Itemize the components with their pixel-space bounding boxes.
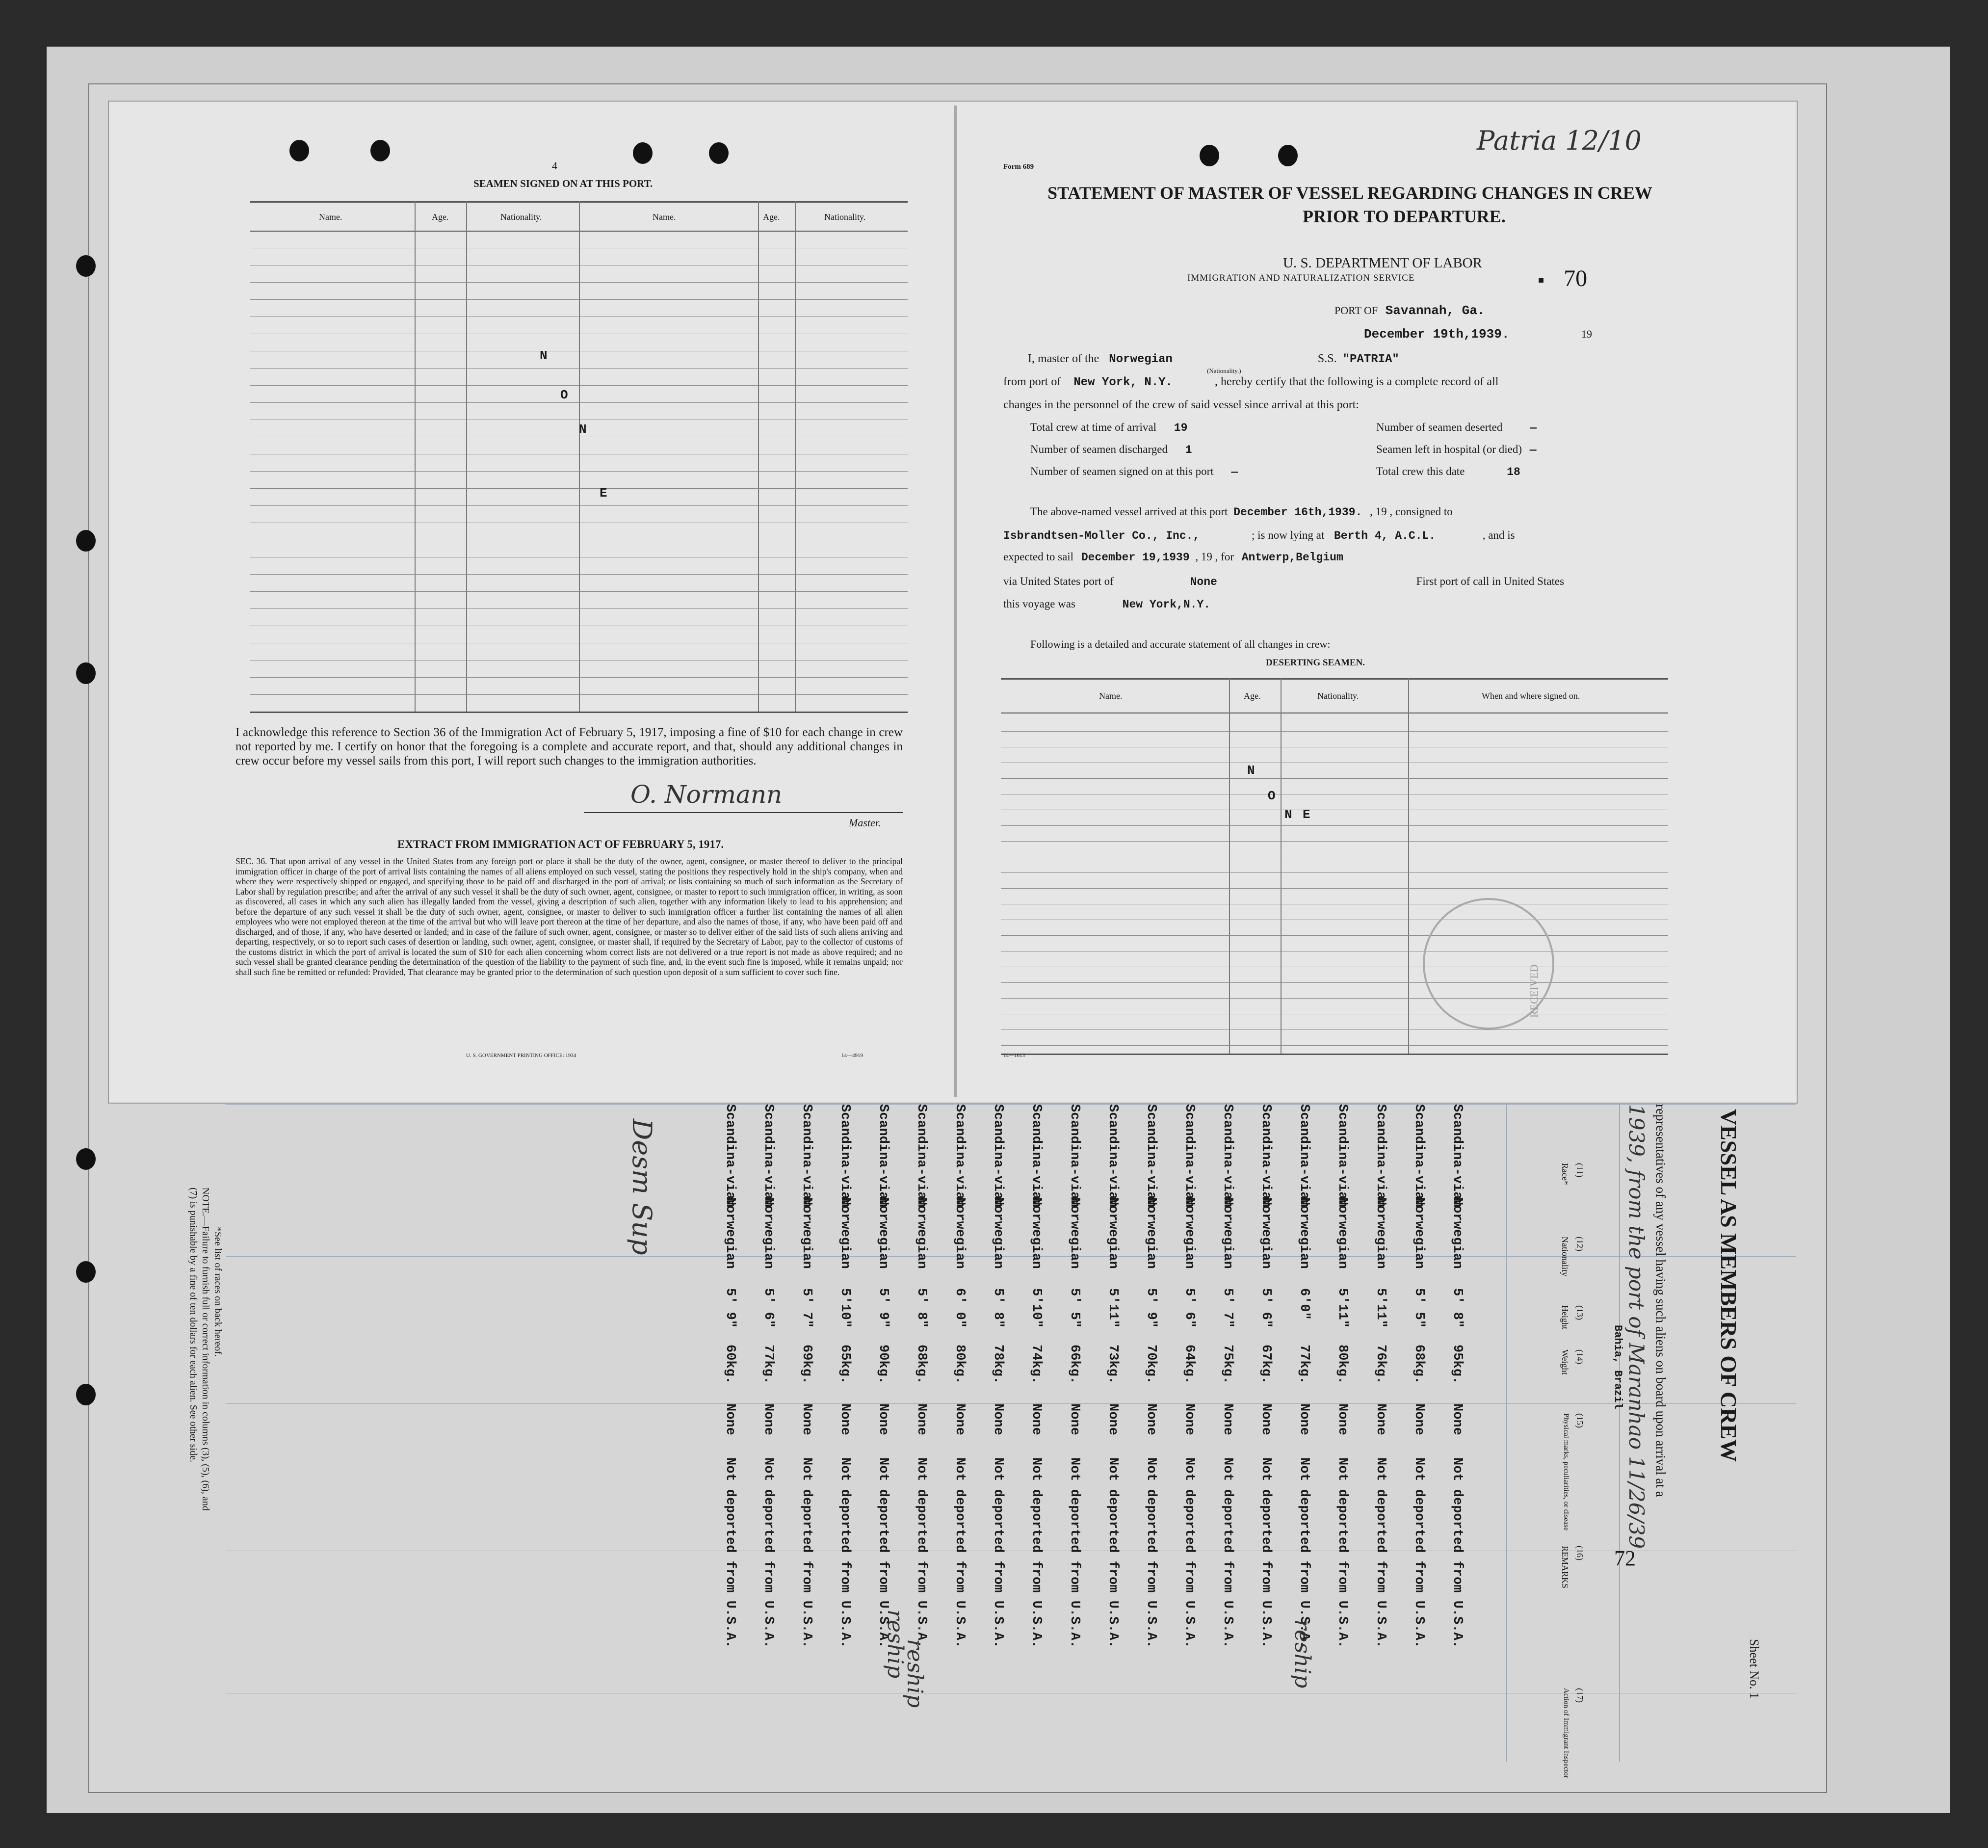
corner-handwriting: Patria 12/10 <box>1477 125 1642 156</box>
table-rule <box>1001 872 1668 873</box>
changes-text: changes in the personnel of the crew of said vessel since arrival at this port: <box>1003 398 1360 411</box>
manifest-race: Scandina-vian <box>761 1104 776 1208</box>
footnote-3: (7) is punishable by a fine of ten dollars for each alien. See other side. <box>188 1188 199 1462</box>
manifest-nationality: Norwegian <box>1335 1197 1350 1269</box>
col-age: Age. <box>432 212 449 222</box>
manifest-from-port: Bahia, Brazil <box>1612 1325 1624 1409</box>
consignee-line: Isbrandtsen-Moller Co., Inc., ; is now lying at Berth 4, A.C.L. , and is <box>1003 529 1515 542</box>
manifest-nationality: Norwegian <box>1412 1197 1426 1269</box>
manifest-height: 6'0" <box>1297 1288 1311 1320</box>
table-rule <box>250 368 908 369</box>
binder-hole <box>76 1384 96 1405</box>
col-nationality: Nationality. <box>1317 691 1359 701</box>
manifest-height: 5'11" <box>1373 1288 1388 1328</box>
manifest-height: 5' 8" <box>914 1288 929 1328</box>
manifest-nationality: Norwegian <box>1067 1197 1082 1269</box>
extract-text: SEC. 36. That upon arrival of any vessel in the United States from any foreign port or place it shall be the duty of the owner, agent, consignee, or master thereof to deliver to the principal immigration officer in charge of the port of arrival lists containing the names of all aliens employed on such vessel, stating the positions they respectively hold in the ship's company, when and where they were respectively shipped or engaged, and specifying those to be paid off and discharged in the port of arrival; or lists containing so much of such information as the Secretary of Labor shall by regulation prescribe; and after the arrival of any such vessel it shall be the duty of such owner, agent, consignee, or master to report to such immigration officer, in writing, as soon as discovered, all cases in which any such alien has illegally landed from the vessel, giving a description of such alien, together with any information likely to lead to his apprehension; and before the departure of any such vessel it shall be the duty of such owner, agent, consignee, or master to deliver to such immigration officer a further list containing the names of all alien employees who were not employed thereon at the time of the arrival but who will leave port thereon at the time of her departure, and also the names of those, if any, who have been paid off and discharged, and of those, if any, who have deserted or landed; and in case of the failure of such owner, agent, consignee, or master so to deliver either of the said lists of such aliens arriving and departing, respectively, or so to report such cases of desertion or landing, such owner, agent, consignee, or master shall, if required by the Secretary of Labor, pay to the collector of customs of the customs district in which the port of arrival is located the sum of $10 for each alien concerning whom correct lists are not delivered or a true report is not made as above required; and no such vessel shall be granted clearance pending the determination of the question of the liability to the payment of such fine, and, in the event such fine is imposed, while it remains unpaid; nor shall such fine be remitted or refunded: Provided, That clearance may be granted prior to the determination of such question upon deposit of a sum sufficient to cover such fine. <box>235 856 903 977</box>
table-rule <box>1001 888 1668 889</box>
binder-hole <box>76 255 96 277</box>
manifest-race: Scandina-vian <box>1297 1104 1311 1208</box>
col-num-16: (16) <box>1575 1546 1585 1560</box>
footnote-2: NOTE.—Failure to furnish full or correct information in columns (3), (5), (6), and <box>200 1188 211 1511</box>
manifest-marks: None <box>1029 1403 1044 1435</box>
manifest-remarks: Not deported from U.S.A. <box>991 1457 1005 1648</box>
manifest-remarks: Not deported from U.S.A. <box>723 1457 737 1648</box>
manifest-marks: None <box>1105 1403 1120 1435</box>
manifest-remarks: Not deported from U.S.A. <box>1373 1457 1388 1648</box>
consignee-value: Isbrandtsen-Moller Co., Inc., <box>1003 529 1200 542</box>
manifest-nationality: Norwegian <box>1182 1197 1197 1269</box>
table-rule <box>250 608 908 609</box>
voyage-value: New York,N.Y. <box>1122 598 1211 611</box>
punch-hole <box>370 140 390 161</box>
signature-line <box>584 812 903 813</box>
table-rule <box>250 677 908 678</box>
following-text: Following is a detailed and accurate statement of all changes in crew: <box>1030 638 1331 650</box>
table-rule <box>250 488 908 489</box>
manifest-remarks: Not deported from U.S.A. <box>761 1457 776 1648</box>
via-line: via United States port of None First port of call in United States <box>1003 575 1565 588</box>
manifest-height: 5' 9" <box>876 1288 890 1328</box>
col-num-17: (17) <box>1575 1688 1585 1703</box>
manifest-weight: 77kg. <box>1297 1345 1311 1385</box>
manifest-weight: 80kg. <box>952 1345 967 1385</box>
punch-hole <box>633 142 653 164</box>
manifest-weight: 75kg. <box>1220 1345 1235 1385</box>
manifest-weight: 78kg. <box>991 1345 1005 1385</box>
stamp-number: ■ 70 <box>1538 265 1588 291</box>
col-num-11: (11) <box>1575 1163 1585 1178</box>
ship-name: "PATRIA" <box>1342 353 1399 366</box>
table-rule <box>250 574 908 575</box>
seamen-discharged: Number of seamen discharged 1 <box>1030 443 1192 456</box>
col-name: Name. <box>1099 691 1123 701</box>
manifest-height: 5' 5" <box>1067 1288 1082 1328</box>
table-rule <box>250 402 908 403</box>
form-code-left: 14—4919 <box>841 1053 863 1058</box>
none-letter: E <box>600 486 607 501</box>
manifest-marks: None <box>991 1403 1005 1435</box>
col-age: Age. <box>1244 691 1261 701</box>
manifest-nationality: Norwegian <box>837 1197 852 1269</box>
port-line: PORT OF Savannah, Ga. <box>1334 303 1485 318</box>
manifest-marks: None <box>761 1403 776 1435</box>
col-nationality-2: Nationality. <box>824 212 866 222</box>
received-stamp: RECEIVED <box>1423 898 1554 1030</box>
form-fold <box>954 106 957 1097</box>
manifest-nationality: Norwegian <box>1373 1197 1388 1269</box>
manifest-nationality: Norwegian <box>1220 1197 1235 1269</box>
none-letter: N <box>1247 763 1255 778</box>
from-port-line: from port of New York, N.Y. , hereby certify that the following is a complete record of all <box>1003 375 1499 389</box>
manifest-weight: 70kg. <box>1144 1345 1158 1385</box>
table-rule <box>1001 778 1668 779</box>
table-rule <box>1001 1045 1668 1046</box>
table-rule <box>1001 998 1668 999</box>
extract-title: EXTRACT FROM IMMIGRATION ACT OF FEBRUARY 5, 1917. <box>397 838 724 850</box>
manifest-remarks: Not deported from U.S.A. <box>1297 1457 1311 1648</box>
hand-note-bottom: Desm Sup <box>627 1119 657 1255</box>
manifest-height: 5'10" <box>837 1288 852 1328</box>
manifest-race: Scandina-vian <box>1258 1104 1273 1208</box>
col-label-race: Race* <box>1560 1163 1570 1185</box>
col-label-remarks: REMARKS <box>1560 1546 1570 1589</box>
table-rule <box>250 299 908 300</box>
manifest-marks: None <box>1144 1403 1158 1435</box>
manifest-height: 5' 9" <box>1144 1288 1158 1328</box>
manifest-weight: 74kg. <box>1029 1345 1044 1385</box>
manifest-weight: 68kg. <box>1412 1345 1426 1385</box>
col-nationality: Nationality. <box>500 212 542 222</box>
table-rule <box>1001 935 1668 936</box>
reship-note: reship <box>902 1639 927 1708</box>
manifest-weight: 77kg. <box>761 1345 776 1385</box>
manifest-height: 5' 7" <box>1220 1288 1235 1328</box>
manifest-marks: None <box>876 1403 890 1435</box>
none-letter: E <box>1303 807 1310 822</box>
manifest-remarks: Not deported from U.S.A. <box>1450 1457 1465 1648</box>
col-num-12: (12) <box>1575 1237 1585 1251</box>
punch-hole <box>1278 145 1298 166</box>
manifest-weight: 90kg. <box>876 1345 890 1385</box>
voyage-line: this voyage was New York,N.Y. <box>1003 598 1211 611</box>
manifest-height: 5'10" <box>1029 1288 1044 1328</box>
manifest-nationality: Norwegian <box>1105 1197 1120 1269</box>
manifest-remarks: Not deported from U.S.A. <box>952 1457 967 1648</box>
seamen-signed-on: Number of seamen signed on at this port — <box>1030 465 1238 478</box>
arrived-line: The above-named vessel arrived at this port December 16th,1939. , 19 , consigned to <box>1030 505 1453 519</box>
none-letter: O <box>1268 789 1276 803</box>
manifest-remarks: Not deported from U.S.A. <box>1067 1457 1082 1648</box>
table-rule <box>1001 982 1668 983</box>
manifest-page-number: 72 <box>1614 1546 1636 1570</box>
col-name: Name. <box>319 212 342 222</box>
manifest-nationality: Norwegian <box>1144 1197 1158 1269</box>
nationality-caption: (Nationality.) <box>1207 367 1241 374</box>
manifest-height: 5' 9" <box>723 1288 737 1328</box>
table-rule <box>1001 841 1668 842</box>
from-port-value: New York, N.Y. <box>1073 376 1173 389</box>
col-label-action: Action of Immigrant Inspector <box>1562 1688 1570 1778</box>
gpo-footer: U. S. GOVERNMENT PRINTING OFFICE: 1934 <box>466 1053 576 1058</box>
manifest-weight: 68kg. <box>914 1345 929 1385</box>
manifest-race: Scandina-vian <box>1220 1104 1235 1208</box>
manifest-marks: None <box>1412 1403 1426 1435</box>
manifest-height: 5'11" <box>1335 1288 1350 1328</box>
col-when-where: When and where signed on. <box>1482 691 1580 701</box>
col-label-weight: Weight <box>1560 1349 1570 1375</box>
via-value: None <box>1190 576 1217 588</box>
manifest-remarks: Not deported from U.S.A. <box>837 1457 852 1648</box>
manifest-height: 5' 6" <box>761 1288 776 1328</box>
none-letter: N <box>1284 807 1292 822</box>
punch-hole <box>709 142 729 164</box>
manifest-height: 6' 0" <box>952 1288 967 1328</box>
manifest-weight: 73kg. <box>1105 1345 1120 1385</box>
manifest-marks: None <box>952 1403 967 1435</box>
manifest-height: 5' 8" <box>1450 1288 1465 1328</box>
table-rule <box>250 471 908 472</box>
manifest-nationality: Norwegian <box>723 1197 737 1269</box>
manifest-remarks: Not deported from U.S.A. <box>1220 1457 1235 1648</box>
total-crew-date: Total crew this date 18 <box>1376 465 1520 478</box>
binder-hole <box>76 530 96 552</box>
sheet-label: Sheet No. <box>1747 1639 1761 1690</box>
manifest-nationality: Norwegian <box>876 1197 890 1269</box>
master-label: Master. <box>849 817 881 829</box>
acknowledgement-text: I acknowledge this reference to Section 36 of the Immigration Act of February 5, 1917, imposing a fine of $10 for each change in crew not reported by me. I certify on honor that the foregoing is a complete and accurate report, and that, should any additional changes in crew occur before my vessel sails from this port, I will report such changes to the immigration authorities. <box>235 726 903 767</box>
seamen-hospital: Seamen left in hospital (or died) — <box>1376 443 1537 456</box>
col-age-2: Age. <box>763 212 780 222</box>
manifest-weight: 80kg. <box>1335 1345 1350 1385</box>
manifest-marks: None <box>1297 1403 1311 1435</box>
table-rule <box>250 385 908 386</box>
manifest-height: 5' 6" <box>1258 1288 1273 1328</box>
manifest-weight: 69kg. <box>799 1345 814 1385</box>
left-page-number: 4 <box>552 159 557 172</box>
manifest-race: Scandina-vian <box>991 1104 1005 1208</box>
manifest-race: Scandina-vian <box>914 1104 929 1208</box>
date-value: December 19th,1939. <box>1364 327 1510 342</box>
total-crew-arrival: Total crew at time of arrival 19 <box>1030 421 1188 434</box>
manifest-race: Scandina-vian <box>1412 1104 1426 1208</box>
master-signature: O. Normann <box>630 780 783 809</box>
port-value: Savannah, Ga. <box>1385 303 1485 318</box>
reship-note: reship <box>1290 1619 1315 1689</box>
manifest-race: Scandina-vian <box>1144 1104 1158 1208</box>
manifest-marks: None <box>799 1403 814 1435</box>
manifest-marks: None <box>1067 1403 1082 1435</box>
seamen-signed-heading: SEAMEN SIGNED ON AT THIS PORT. <box>473 178 653 189</box>
manifest-marks: None <box>1373 1403 1388 1435</box>
manifest-remarks: Not deported from U.S.A. <box>1105 1457 1120 1648</box>
manifest-height: 5'11" <box>1105 1288 1120 1328</box>
form-title-1: STATEMENT OF MASTER OF VESSEL REGARDING CHANGES IN CREW <box>1047 183 1652 203</box>
table-rule <box>250 591 908 592</box>
manifest-weight: 67kg. <box>1258 1345 1273 1385</box>
manifest-remarks: Not deported from U.S.A. <box>1144 1457 1158 1648</box>
manifest-marks: None <box>1450 1403 1465 1435</box>
col-name-2: Name. <box>653 212 676 222</box>
col-num-15: (15) <box>1575 1413 1585 1428</box>
manifest-date-handwritten: 1939, from the port of Maranhao 11/26/39 <box>1624 1104 1648 1549</box>
manifest-subtitle: representatives of any vessel having such aliens on board upon arrival at a <box>1653 1104 1668 1497</box>
manifest-nationality: Norwegian <box>761 1197 776 1269</box>
binder-hole <box>76 1261 96 1283</box>
manifest-nationality: Norwegian <box>914 1197 929 1269</box>
manifest-marks: None <box>837 1403 852 1435</box>
table-rule <box>1001 825 1668 826</box>
manifest-height: 5' 7" <box>799 1288 814 1328</box>
deserting-heading: DESERTING SEAMEN. <box>1266 658 1365 668</box>
manifest-race: Scandina-vian <box>1029 1104 1044 1208</box>
manifest-weight: 64kg. <box>1182 1345 1197 1385</box>
manifest-race: Scandina-vian <box>1373 1104 1388 1208</box>
none-letter: N <box>540 348 548 363</box>
reship-note: reship <box>883 1610 908 1679</box>
manifest-race: Scandina-vian <box>876 1104 890 1208</box>
sheet-number <box>1747 1639 1761 1699</box>
table-rule <box>1001 731 1668 732</box>
manifest-remarks: Not deported from U.S.A. <box>1335 1457 1350 1648</box>
manifest-weight: 66kg. <box>1067 1345 1082 1385</box>
manifest-title: VESSEL AS MEMBERS OF CREW <box>1716 1109 1741 1462</box>
manifest-race: Scandina-vian <box>799 1104 814 1208</box>
manifest-marks: None <box>723 1403 737 1435</box>
manifest-nationality: Norwegian <box>1297 1197 1311 1269</box>
manifest-remarks: Not deported from U.S.A. <box>1029 1457 1044 1648</box>
col-num-13: (13) <box>1575 1305 1585 1320</box>
manifest-race: Scandina-vian <box>1182 1104 1197 1208</box>
manifest-remarks: Not deported from U.S.A. <box>1182 1457 1197 1648</box>
manifest-remarks: Not deported from U.S.A. <box>876 1457 890 1648</box>
manifest-remarks: Not deported from U.S.A. <box>1412 1457 1426 1648</box>
manifest-weight: 60kg. <box>723 1345 737 1385</box>
col-label-marks: Physical marks, peculiarities, or disease <box>1562 1413 1570 1531</box>
manifest-nationality: Norwegian <box>799 1197 814 1269</box>
none-letter: N <box>579 422 587 437</box>
form-title-2: PRIOR TO DEPARTURE. <box>1303 207 1506 226</box>
manifest-remarks: Not deported from U.S.A. <box>1258 1457 1273 1648</box>
manifest-weight: 76kg. <box>1373 1345 1388 1385</box>
form-code-right: 14—1613 <box>1003 1053 1025 1058</box>
punch-hole <box>289 140 309 161</box>
col-label-height: Height <box>1560 1305 1570 1329</box>
manifest-nationality: Norwegian <box>1029 1197 1044 1269</box>
manifest-nationality: Norwegian <box>1450 1197 1465 1269</box>
master-of-line: I, master of the Norwegian S.S. "PATRIA" <box>1028 352 1399 366</box>
date-line: December 19th,1939. 19 <box>1364 327 1592 342</box>
binder-hole <box>76 1148 96 1170</box>
service: IMMIGRATION AND NATURALIZATION SERVICE <box>1187 273 1415 283</box>
manifest-weight: 65kg. <box>837 1345 852 1385</box>
arrived-value: December 16th,1939. <box>1233 506 1362 519</box>
punch-hole <box>1200 145 1219 166</box>
binder-hole <box>76 662 96 684</box>
manifest-remarks: Not deported from U.S.A. <box>914 1457 929 1648</box>
manifest-marks: None <box>914 1403 929 1435</box>
table-rule <box>250 282 908 283</box>
manifest-marks: None <box>1182 1403 1197 1435</box>
expected-value: December 19,1939 <box>1081 551 1190 564</box>
manifest-weight: 95kg. <box>1450 1345 1465 1385</box>
footnote-1: *See list of races on back hereof. <box>212 1227 223 1357</box>
manifest-height: 5' 5" <box>1412 1288 1426 1328</box>
nationality-value: Norwegian <box>1109 353 1173 366</box>
col-num-14: (14) <box>1575 1349 1585 1364</box>
for-value: Antwerp,Belgium <box>1241 551 1343 564</box>
table-rule <box>250 505 908 506</box>
form-number: Form 689 <box>1003 163 1034 171</box>
manifest-marks: None <box>1258 1403 1273 1435</box>
manifest-race: Scandina-vian <box>1335 1104 1350 1208</box>
manifest-race: Scandina-vian <box>723 1104 737 1208</box>
col-label-nationality: Nationality <box>1560 1237 1570 1276</box>
expected-line: expected to sail December 19,1939 , 19 , for Antwerp,Belgium <box>1003 551 1343 564</box>
manifest-height: 5' 8" <box>991 1288 1005 1328</box>
manifest-race: Scandina-vian <box>1105 1104 1120 1208</box>
department: U. S. DEPARTMENT OF LABOR <box>1283 255 1482 271</box>
manifest-marks: None <box>1335 1403 1350 1435</box>
manifest-race: Scandina-vian <box>837 1104 852 1208</box>
manifest-marks: None <box>1220 1403 1235 1435</box>
manifest-race: Scandina-vian <box>1450 1104 1465 1208</box>
manifest-race: Scandina-vian <box>1067 1104 1082 1208</box>
manifest-race: Scandina-vian <box>952 1104 967 1208</box>
manifest-nationality: Norwegian <box>952 1197 967 1269</box>
lying-value: Berth 4, A.C.L. <box>1334 529 1436 542</box>
manifest-nationality: Norwegian <box>1258 1197 1273 1269</box>
manifest-height: 5' 6" <box>1182 1288 1197 1328</box>
sheet-value: 1 <box>1747 1692 1761 1699</box>
manifest-remarks: Not deported from U.S.A. <box>799 1457 814 1648</box>
seamen-deserted: Number of seamen deserted — <box>1376 421 1537 434</box>
none-letter: O <box>560 388 568 402</box>
table-rule <box>250 694 908 695</box>
manifest-nationality: Norwegian <box>991 1197 1005 1269</box>
